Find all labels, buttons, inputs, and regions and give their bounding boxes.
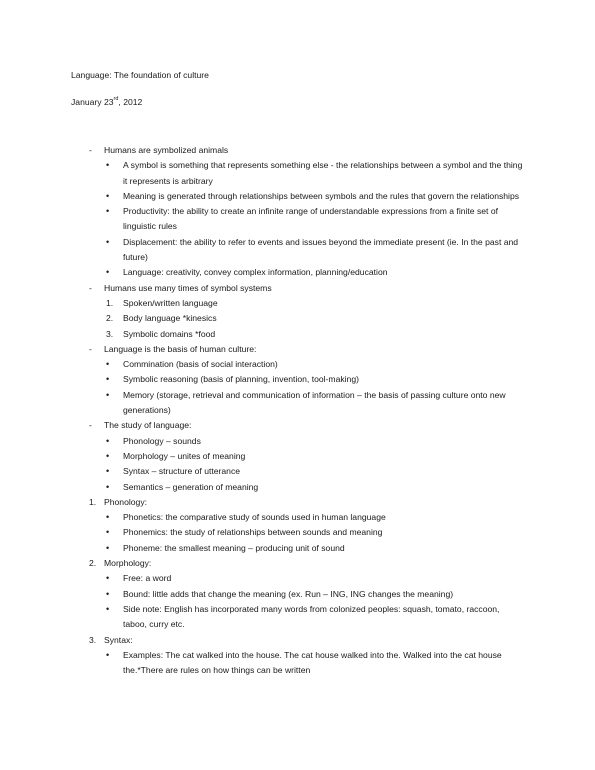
outline-text: Phonetics: the comparative study of sounds used in human language	[123, 512, 386, 523]
dash-marker: -	[89, 420, 92, 431]
number-marker: 1.	[89, 496, 97, 507]
outline-text: Side note: English has incorporated many words from colonized peoples: squash, tomato, raccoon, taboo, curry etc.	[123, 603, 500, 630]
outline-text: Bound: little adds that change the meaning (ex. Run – ING, ING changes the meaning)	[123, 588, 454, 599]
bullet-marker: •	[106, 466, 110, 477]
outline-subitem	[0, 464, 595, 479]
outline-text: Symbolic domains *food	[123, 328, 216, 339]
outline-subitem	[0, 449, 595, 464]
dash-marker: -	[89, 145, 92, 155]
outline-subitem	[0, 372, 595, 387]
number-marker: 3.	[106, 328, 114, 339]
outline-text: Spoken/written language	[123, 297, 218, 308]
number-marker: 3.	[89, 634, 97, 645]
outline-subitem	[0, 525, 595, 540]
outline-item	[0, 418, 595, 433]
outline-subitem	[0, 189, 595, 204]
outline-text: Morphology – unites of meaning	[123, 450, 246, 461]
outline-subitem	[0, 235, 595, 266]
number-marker: 1.	[106, 297, 114, 308]
document-date	[71, 97, 142, 107]
date-ordinal: rd	[113, 96, 119, 103]
bullet-marker: •	[106, 435, 110, 446]
outline-subitem	[0, 541, 595, 556]
outline-text: Phoneme: the smallest meaning – producing unit of sound	[123, 542, 345, 553]
outline-subitem	[0, 648, 595, 679]
outline-subitem	[0, 602, 595, 633]
outline-item	[0, 143, 595, 158]
outline-subitem	[0, 571, 595, 586]
bullet-marker: •	[106, 588, 110, 599]
outline-text: Examples: The cat walked into the house. The cat house walked into the. Walked into the cat house the.*There are rules on how things can be written	[123, 649, 502, 676]
date-text: January 23	[71, 97, 114, 107]
outline-text: Syntax – structure of utterance	[123, 466, 241, 477]
bullet-marker: •	[106, 206, 110, 217]
bullet-marker: •	[106, 649, 110, 660]
outline-text: Body language *kinesics	[123, 313, 217, 324]
outline-text: Humans use many times of symbol systems	[104, 282, 272, 293]
bullet-marker: •	[106, 512, 110, 523]
outline-text: Phonemics: the study of relationships between sounds and meaning	[123, 527, 383, 538]
outline-item	[0, 495, 595, 510]
outline-subitem	[0, 434, 595, 449]
outline-text: Language is the basis of human culture:	[104, 343, 257, 354]
bullet-marker: •	[106, 573, 110, 584]
document-title: Language: The foundation of culture	[71, 70, 209, 80]
number-marker: 2.	[106, 313, 114, 324]
bullet-marker: •	[106, 450, 110, 461]
outline-subitem	[0, 510, 595, 525]
dash-marker: -	[89, 282, 92, 293]
bullet-marker: •	[106, 160, 110, 171]
outline-text: Phonology:	[104, 496, 148, 507]
outline-subitem	[0, 388, 595, 419]
outline-text: Productivity: the ability to create an infinite range of understandable expressions from a finite set of linguistic rules	[123, 206, 498, 232]
bullet-marker: •	[106, 481, 110, 492]
outline-subitem	[0, 587, 595, 602]
outline-text: The study of language:	[104, 420, 192, 431]
bullet-marker: •	[106, 359, 110, 370]
outline-text: Language: creativity, convey complex information, planning/education	[123, 267, 388, 278]
outline-text: Morphology:	[104, 558, 152, 569]
outline-subitem	[0, 480, 595, 495]
notes-outline	[0, 143, 595, 678]
outline-text: Free: a word	[123, 573, 172, 584]
outline-subitem	[0, 204, 595, 235]
date-year: , 2012	[118, 97, 143, 107]
bullet-marker: •	[106, 527, 110, 538]
outline-subitem	[0, 327, 595, 342]
outline-text: Displacement: the ability to refer to events and issues beyond the immediate present (ie. In the past and future)	[123, 236, 519, 263]
dash-marker: -	[89, 343, 92, 354]
outline-text: Meaning is generated through relationships between symbols and the rules that govern the relationships	[123, 190, 520, 201]
outline-subitem	[0, 265, 595, 280]
bullet-marker: •	[106, 389, 110, 400]
outline-text: Syntax:	[104, 634, 133, 645]
outline-text: Commination (basis of social interaction)	[123, 359, 278, 370]
outline-subitem	[0, 357, 595, 372]
outline-text: A symbol is something that represents something else - the relationships between a symbol and the thing it represents is arbitrary	[123, 160, 523, 186]
outline-item	[0, 281, 595, 296]
outline-text: Humans are symbolized animals	[104, 145, 229, 155]
bullet-marker: •	[106, 374, 110, 385]
bullet-marker: •	[106, 603, 110, 614]
bullet-marker: •	[106, 542, 110, 553]
bullet-marker: •	[106, 267, 110, 278]
bullet-marker: •	[106, 190, 110, 201]
outline-text: Semantics – generation of meaning	[123, 481, 259, 492]
outline-subitem	[0, 311, 595, 326]
outline-text: Symbolic reasoning (basis of planning, invention, tool-making)	[123, 374, 359, 385]
outline-item	[0, 556, 595, 571]
outline-item	[0, 633, 595, 648]
outline-text: Phonology – sounds	[123, 435, 201, 446]
outline-subitem	[0, 158, 595, 189]
outline-text: Memory (storage, retrieval and communication of information – the basis of passing culture onto new generations)	[123, 389, 506, 416]
bullet-marker: •	[106, 236, 110, 247]
outline-item	[0, 342, 595, 357]
outline-subitem	[0, 296, 595, 311]
number-marker: 2.	[89, 558, 97, 569]
